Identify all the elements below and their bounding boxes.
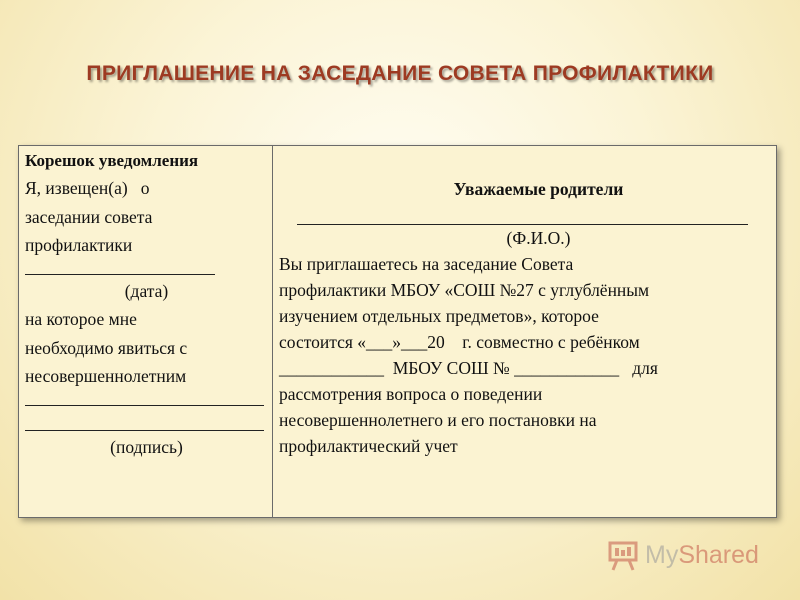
invitation-line: несовершеннолетнего и его постановки на (279, 410, 597, 430)
myshared-watermark (607, 537, 767, 573)
stub-line-6: несовершеннолетним (25, 366, 187, 386)
page-title: ПРИГЛАШЕНИЕ НА ЗАСЕДАНИЕ СОВЕТА ПРОФИЛАКТИКИ (86, 62, 714, 85)
invitation-form (18, 145, 777, 518)
watermark-text-prefix: My (645, 540, 679, 569)
notification-stub (19, 146, 273, 517)
invitation-line: состоится «___»___20 г. совместно с ребёнком (279, 332, 640, 352)
invitation-line: ____________ МБОУ СОШ № ____________ для (279, 358, 658, 378)
stub-heading: Корешок уведомления (25, 151, 199, 170)
stub-line-1: Я, извещен(а) о (25, 178, 150, 198)
invitation-line: Вы приглашаетесь на заседание Совета (279, 254, 574, 274)
invitation-line: профилактики МБОУ «СОШ №27 с углублённым (279, 280, 650, 300)
invitation-line: профилактический учет (279, 436, 458, 456)
signature-label: (подпись) (110, 436, 183, 457)
fio-blank-line (297, 202, 748, 225)
greeting: Уважаемые родители (453, 179, 624, 199)
invitation-line: изучением отдельных предметов», которое (279, 306, 599, 326)
invitation-body (273, 146, 776, 517)
signature-blank-line (25, 416, 264, 431)
date-label: (дата) (124, 280, 169, 301)
fio-label: (Ф.И.О.) (506, 228, 571, 248)
stub-line-4: на которое мне (25, 309, 137, 329)
watermark-text-suffix: Shared (678, 540, 759, 569)
stub-line-3: профилактики (25, 235, 133, 255)
invitation-line: рассмотрения вопроса о поведении (279, 384, 543, 404)
date-blank-line (25, 260, 215, 275)
watermark-text (645, 541, 759, 570)
presentation-board-icon (607, 538, 641, 572)
child-name-blank-line (25, 391, 264, 406)
stub-line-5: необходимо явиться с (25, 337, 188, 358)
stub-line-2: заседании совета (25, 206, 153, 227)
